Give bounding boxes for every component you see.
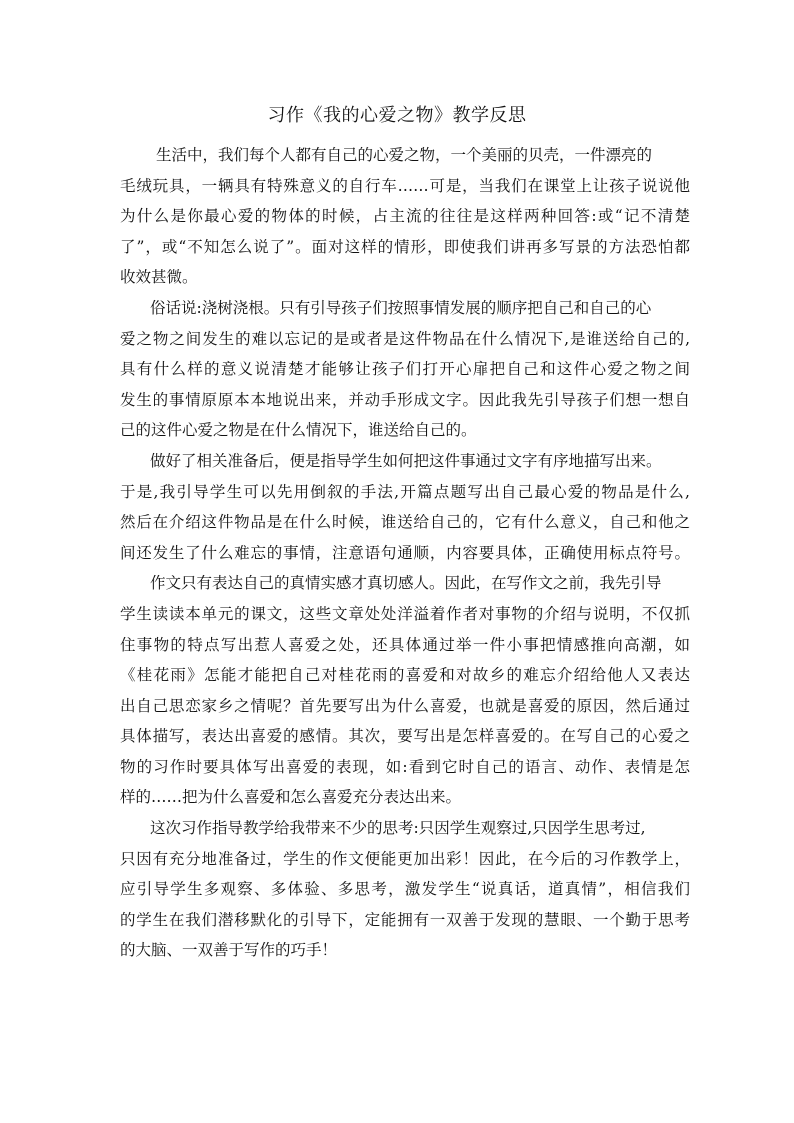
paragraph-line: 物的习作时要具体写出喜爱的表现，如:看到它时自己的语言、动作、表情是怎 xyxy=(120,757,690,776)
paragraph-line: 的大脑、一双善于写作的巧手！ xyxy=(120,941,338,960)
paragraph-line: 毛绒玩具，一辆具有特殊意义的自行车……可是，当我们在课堂上让孩子说说他 xyxy=(120,176,690,195)
paragraph-line: 作文只有表达自己的真情实感才真切感人。因此，在写作文之前，我先引导 xyxy=(150,574,662,593)
paragraph-line: 这次习作指导教学给我带来不少的思考:只因学生观察过,只因学生思考过, xyxy=(150,819,646,838)
paragraph-line: 应引导学生多观察、多体验、多思考，激发学生“说真话，道真情”，相信我们 xyxy=(120,880,690,899)
paragraph-line: 发生的事情原原本本地说出来，并动手形成文字。因此我先引导孩子们想一想自 xyxy=(120,390,690,409)
paragraph-line: 出自己思恋家乡之情呢？首先要写出为什么喜爱，也就是喜爱的原因，然后通过 xyxy=(120,696,690,715)
paragraph-line: 俗话说:浇树浇根。只有引导孩子们按照事情发展的顺序把自己和自己的心 xyxy=(150,298,652,317)
paragraph-1 xyxy=(120,140,690,293)
paragraph-line: 住事物的特点写出惹人喜爱之处，还具体通过举一件小事把情感推向高潮，如 xyxy=(120,635,690,654)
paragraph-line: 了”，或“不知怎么说了”。面对这样的情形，即使我们讲再多写景的方法恐怕都 xyxy=(120,237,690,256)
paragraph-2 xyxy=(120,293,690,446)
document-body xyxy=(120,140,690,966)
paragraph-line: 做好了相关准备后，便是指导学生如何把这件事通过文字有序地描写出来。 xyxy=(150,451,662,470)
paragraph-line: 《桂花雨》怎能才能把自己对桂花雨的喜爱和对故乡的难忘介绍给他人又表达 xyxy=(120,666,690,685)
paragraph-line: 生活中，我们每个人都有自己的心爱之物，一个美丽的贝壳，一件漂亮的 xyxy=(156,146,653,164)
paragraph-line: 爱之物之间发生的难以忘记的是或者是这件物品在什么情况下,是谁送给自己的, xyxy=(120,329,690,348)
paragraph-line: 只因有充分地准备过，学生的作文便能更加出彩！因此，在今后的习作教学上， xyxy=(120,849,690,868)
paragraph-line: 的学生在我们潜移默化的引导下，定能拥有一双善于发现的慧眼、一个勤于思考 xyxy=(120,910,690,929)
paragraph-line: 收效甚微。 xyxy=(120,268,198,287)
paragraph-line: 样的……把为什么喜爱和怎么喜爱充分表达出来。 xyxy=(120,788,462,807)
paragraph-line: 然后在介绍这件物品是在什么时候，谁送给自己的，它有什么意义，自己和他之 xyxy=(120,513,690,532)
paragraph-line: 于是,我引导学生可以先用倒叙的手法,开篇点题写出自己最心爱的物品是什么, xyxy=(120,482,690,501)
paragraph-line: 间还发生了什么难忘的事情，注意语句通顺，内容要具体，正确使用标点符号。 xyxy=(120,543,690,562)
document-title: 习作《我的心爱之物》教学反思 xyxy=(267,105,527,126)
paragraph-line: 具体描写，表达出喜爱的感情。其次，要写出是怎样喜爱的。在写自己的心爱之 xyxy=(120,727,690,746)
paragraph-line: 己的这件心爱之物是在什么情况下，谁送给自己的。 xyxy=(120,421,477,440)
paragraph-line: 为什么是你最心爱的物体的时候，占主流的往往是这样两种回答:或“记不清楚 xyxy=(120,207,690,226)
paragraph-3 xyxy=(120,446,690,568)
paragraph-4 xyxy=(120,568,690,813)
paragraph-line: 学生读读本单元的课文，这些文章处处洋溢着作者对事物的介绍与说明，不仅抓 xyxy=(120,604,690,623)
paragraph-5 xyxy=(120,813,690,966)
paragraph-line: 具有什么样的意义说清楚才能够让孩子们打开心扉把自己和这件心爱之物之间 xyxy=(120,360,690,379)
